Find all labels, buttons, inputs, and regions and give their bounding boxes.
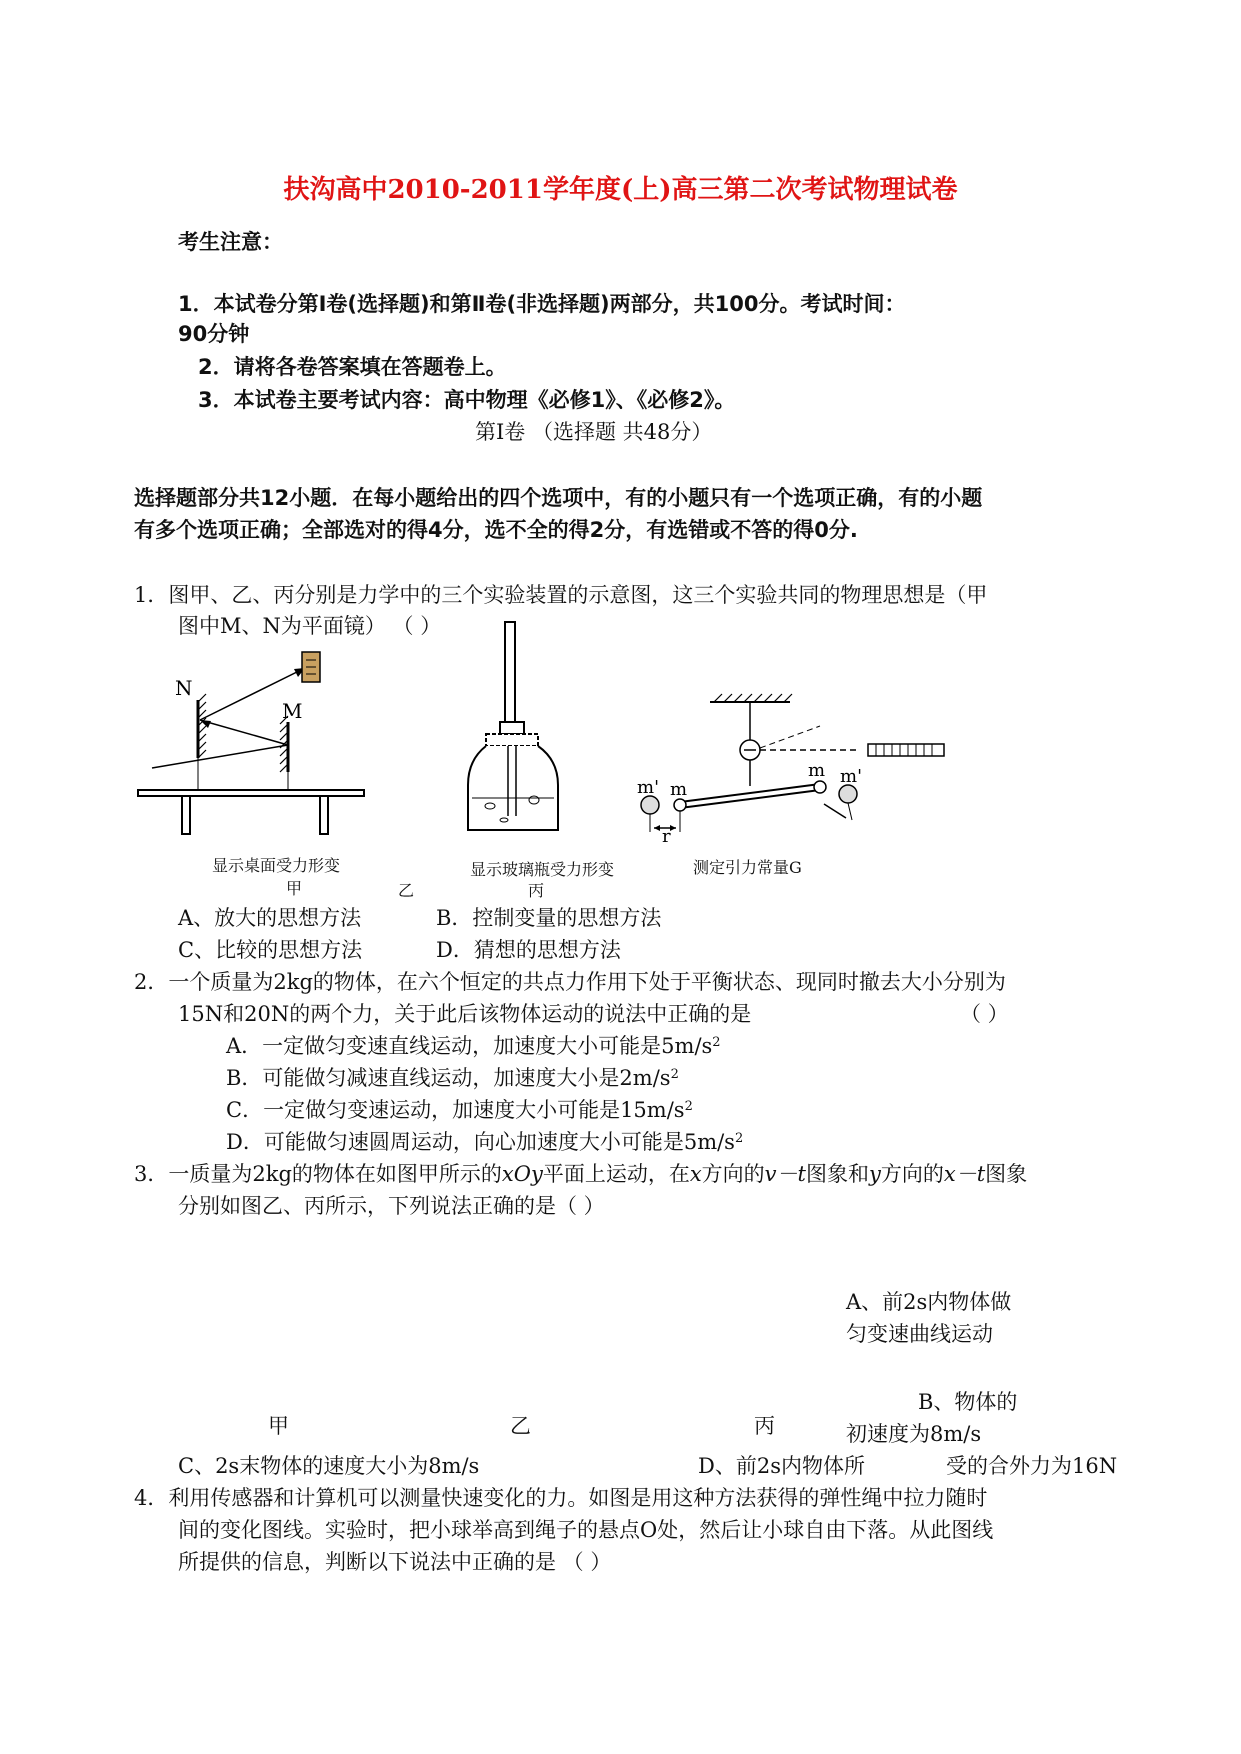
q3-stem-line-2: 分别如图乙、丙所示，下列说法正确的是（ ） xyxy=(178,1194,605,1218)
section-heading: 第Ⅰ卷 （选择题 共48分） xyxy=(475,420,713,444)
q4-stem-line-2: 间的变化图线。实验时，把小球举高到绳子的悬点O处，然后让小球自由下落。从此图线 xyxy=(178,1518,994,1542)
q4-stem-line-1: 4．利用传感器和计算机可以测量快速变化的力。如图是用这种方法获得的弹性绳中拉力随时 xyxy=(134,1486,988,1510)
q3-option-b-line-2: 初速度为8m/s xyxy=(846,1422,982,1446)
figure-yi-glass-bottle xyxy=(460,620,570,840)
label-r: r xyxy=(662,826,671,847)
q3-figure-tag-jia: 甲 xyxy=(268,1414,289,1438)
q1-stem-line-1: 1．图甲、乙、丙分别是力学中的三个实验装置的示意图，这三个实验共同的物理思想是（甲 xyxy=(134,583,988,607)
q3-option-d-part-1: D、前2s内物体所 xyxy=(698,1454,865,1478)
q3-option-d-part-2: 受的合外力为16N xyxy=(946,1454,1118,1478)
q2-stem-line-1: 2．一个质量为2kg的物体，在六个恒定的共点力作用下处于平衡状态、现同时撤去大小分别为 xyxy=(134,970,1006,994)
q3-option-b-line-1: B、物体的 xyxy=(918,1390,1018,1414)
label-m-prime-left: m' xyxy=(637,777,660,798)
notice-item-1: 1．本试卷分第Ⅰ卷(选择题)和第Ⅱ卷(非选择题)两部分，共100分。考试时间： xyxy=(178,292,906,316)
page-title: 扶沟高中2010-2011学年度(上)高三第二次考试物理试卷 xyxy=(283,175,958,205)
q3-figure-tag-yi: 乙 xyxy=(510,1414,531,1438)
section-instructions-line-2: 有多个选项正确；全部选对的得4分，选不全的得2分，有选错或不答的得0分. xyxy=(134,518,858,542)
caption-yi: 显示玻璃瓶受力形变 xyxy=(470,860,615,879)
figure-tag-jia: 甲 xyxy=(286,879,303,898)
q2-answer-paren: （ ） xyxy=(960,1002,1009,1026)
section-instructions-line-1: 选择题部分共12小题．在每小题给出的四个选项中，有的小题只有一个选项正确，有的小题 xyxy=(134,486,983,510)
q2-option-b: B．可能做匀减速直线运动，加速度大小是$2m/s^2$ xyxy=(226,1066,679,1090)
label-m-right: m xyxy=(808,760,826,781)
figure-tag-bing: 丙 xyxy=(528,881,545,900)
label-m-left: m xyxy=(670,779,688,800)
q1-option-c: C、比较的思想方法 xyxy=(178,938,363,962)
q3-stem-line-1: 3．一质量为2kg的物体在如图甲所示的xOy平面上运动，在x方向的v－t图象和y方向的x－t图象 xyxy=(134,1162,1028,1186)
figure-bing-torsion-balance xyxy=(637,690,950,847)
figure-jia-mirror-table xyxy=(130,640,380,840)
q3-option-a-line-1: A、前2s内物体做 xyxy=(846,1290,1012,1314)
q2-stem-line-2: 15N和20N的两个力，关于此后该物体运动的说法中正确的是 xyxy=(178,1002,752,1026)
figure-tag-yi: 乙 xyxy=(398,881,415,900)
q3-figure-tag-bing: 丙 xyxy=(754,1414,775,1438)
q1-option-b: B．控制变量的思想方法 xyxy=(436,906,662,930)
label-m: M xyxy=(282,699,303,723)
label-m-prime-right: m' xyxy=(840,766,863,787)
notice-item-2: 2．请将各卷答案填在答题卷上。 xyxy=(198,355,507,379)
q4-stem-line-3: 所提供的信息，判断以下说法中正确的是 （ ） xyxy=(178,1550,612,1574)
notice-heading: 考生注意： xyxy=(178,230,283,254)
label-n: N xyxy=(175,676,193,700)
q3-option-a-line-2: 匀变速曲线运动 xyxy=(846,1322,993,1346)
q1-option-d: D．猜想的思想方法 xyxy=(436,938,621,962)
notice-item-3: 3．本试卷主要考试内容：高中物理《必修1》、《必修2》。 xyxy=(198,388,736,412)
q1-option-a: A、放大的思想方法 xyxy=(178,906,362,930)
q1-stem-line-2: 图中M、N为平面镜） （ ） xyxy=(178,614,442,638)
caption-jia: 显示桌面受力形变 xyxy=(212,856,341,875)
q2-option-a: A．一定做匀变速直线运动，加速度大小可能是$5m/s^2$ xyxy=(226,1034,721,1058)
q2-option-d: D．可能做匀速圆周运动，向心加速度大小可能是$5m/s^2$ xyxy=(226,1130,744,1154)
caption-bing: 测定引力常量G xyxy=(693,858,802,877)
q2-option-c: C．一定做匀变速运动，加速度大小可能是$15m/s^2$ xyxy=(226,1098,693,1122)
notice-item-1-cont: 90分钟 xyxy=(178,322,250,346)
q3-option-c: C、2s末物体的速度大小为8m/s xyxy=(178,1454,480,1478)
